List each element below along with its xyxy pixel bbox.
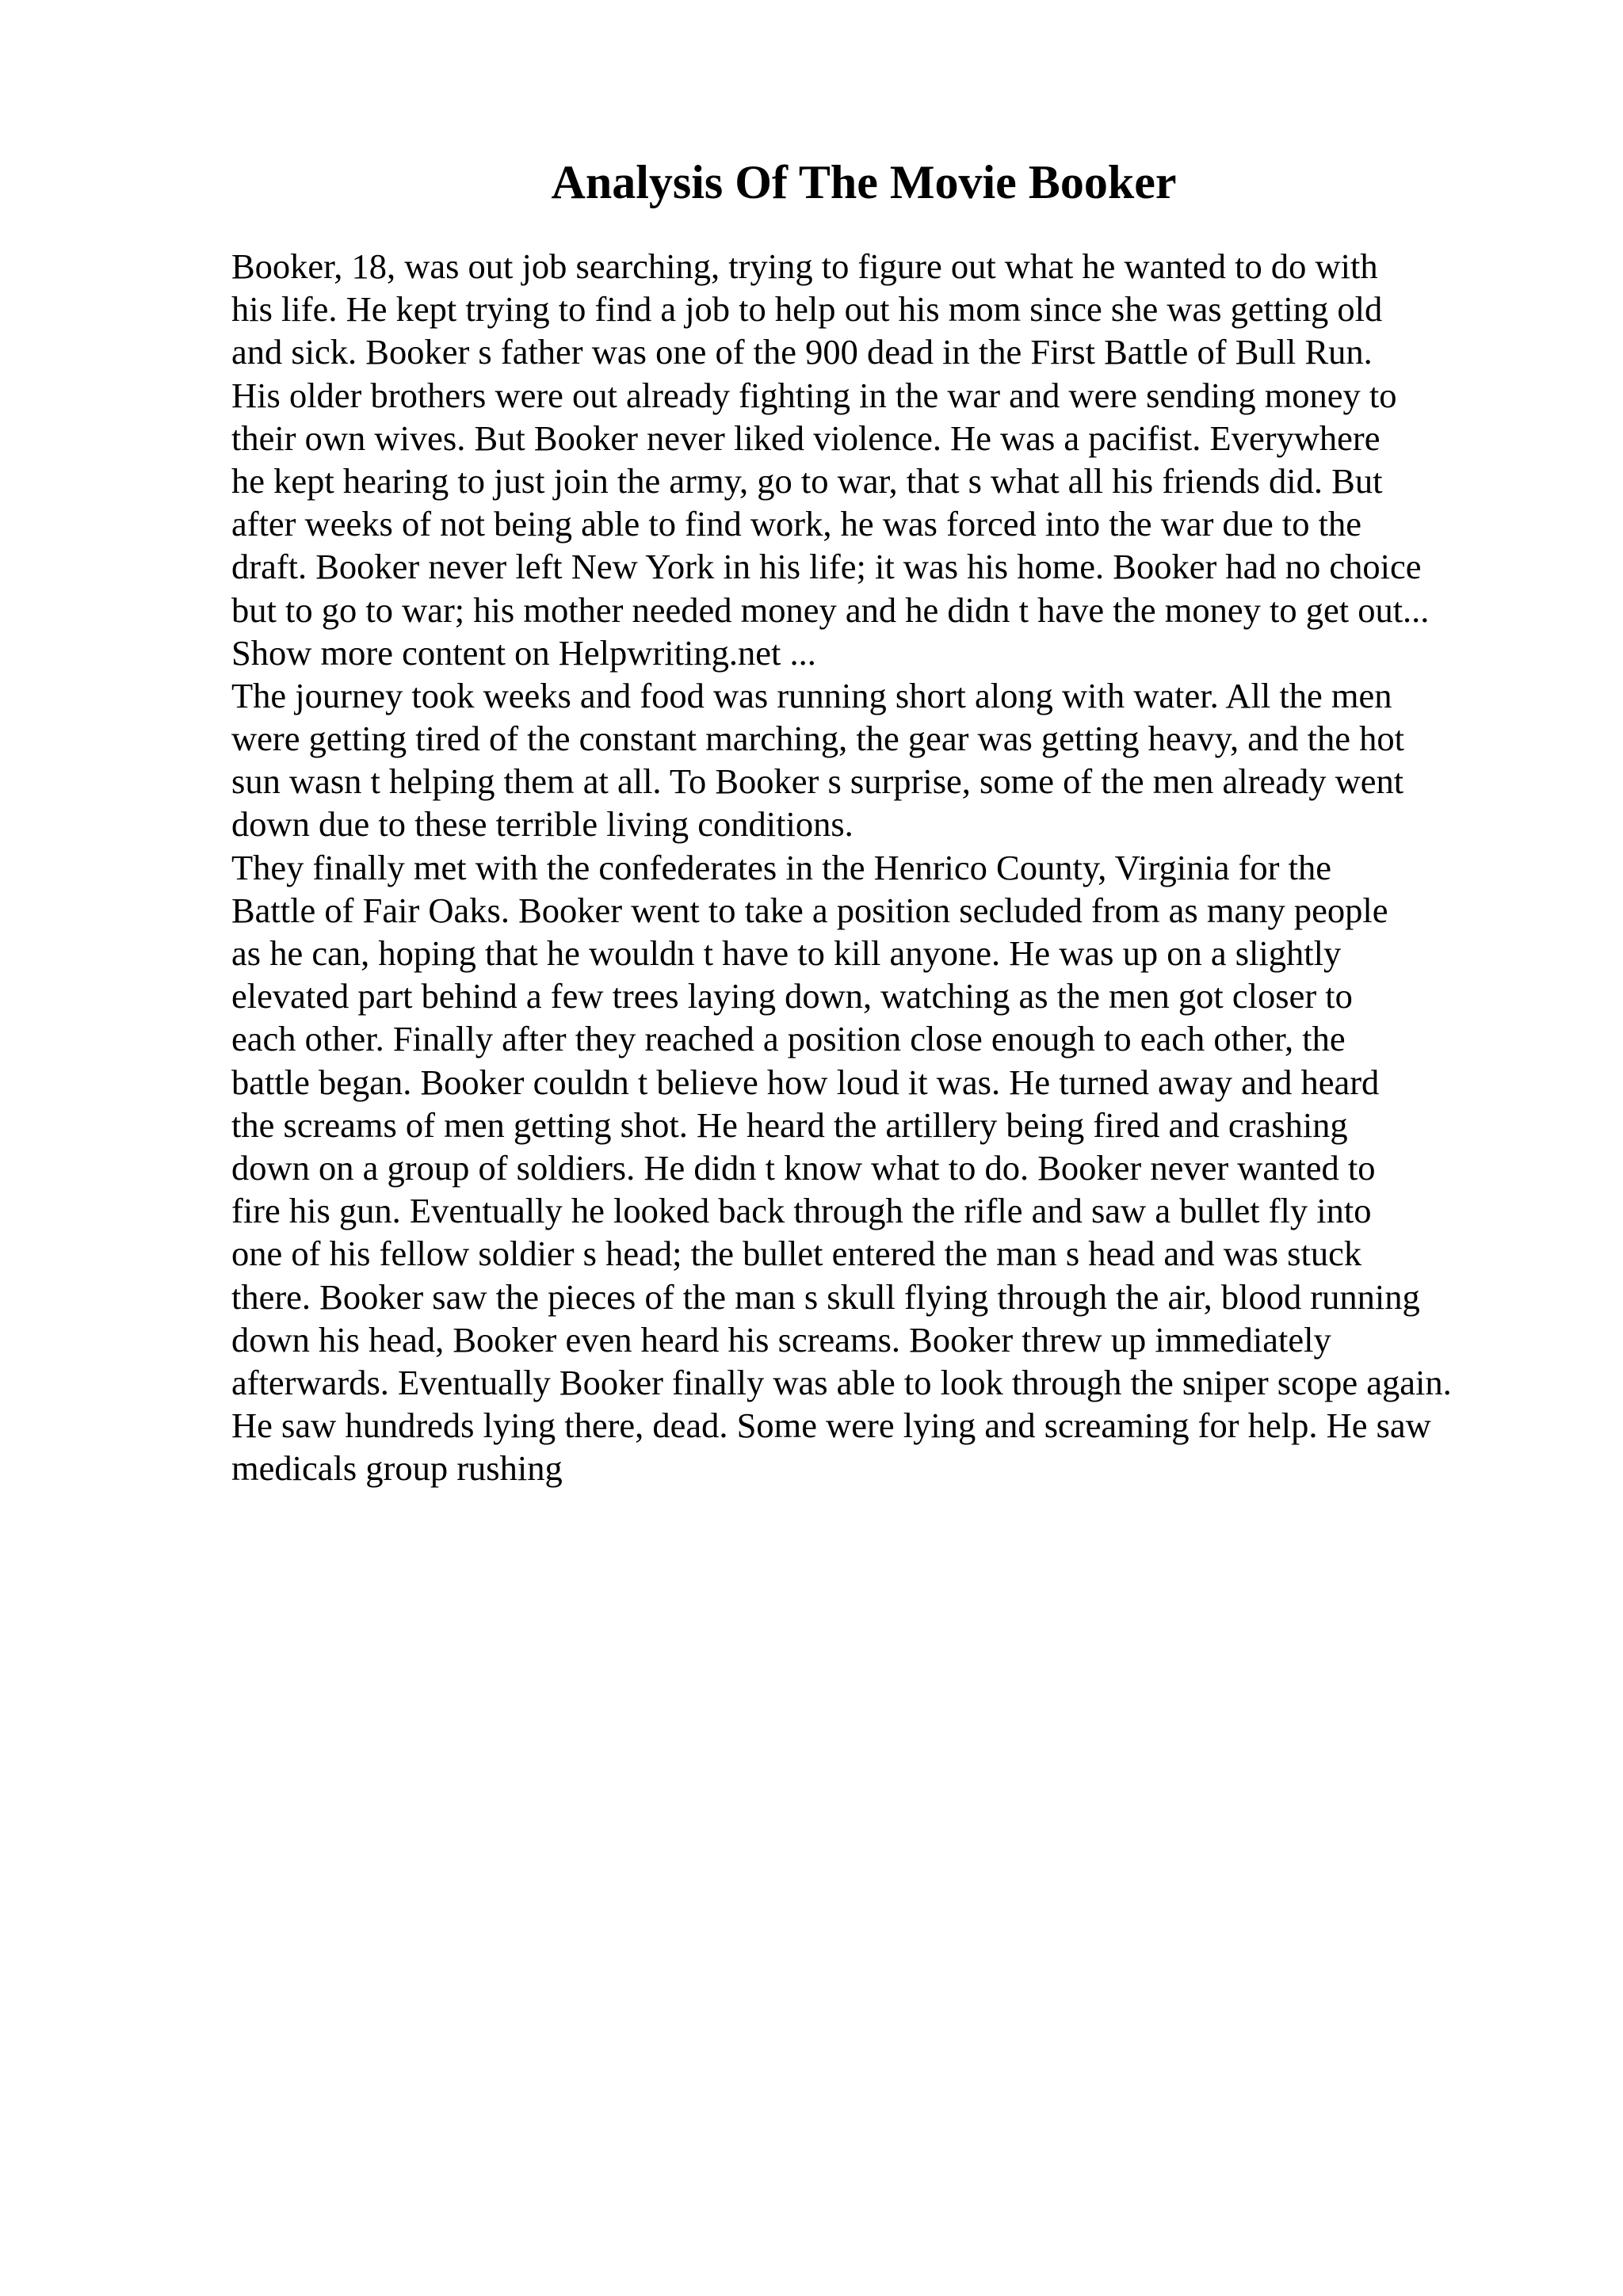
body-line: the screams of men getting shot. He heard the artillery being fired and crashing xyxy=(231,1104,1348,1145)
body-line: Battle of Fair Oaks. Booker went to take a position secluded from as many people xyxy=(231,890,1388,930)
body-line: They finally met with the confederates in the Henrico County, Virginia for the xyxy=(231,847,1331,887)
body-line: elevated part behind a few trees laying down, watching as the men got closer to xyxy=(231,976,1353,1016)
body-line: fire his gun. Eventually he looked back through the rifle and saw a bullet fly into xyxy=(231,1191,1372,1231)
document-title: Analysis Of The Movie Booker xyxy=(551,156,1177,208)
body-line: sun wasn t helping them at all. To Booker s surprise, some of the men already went xyxy=(231,761,1404,802)
body-line: as he can, hoping that he wouldn t have to kill anyone. He was up on a slightly xyxy=(231,933,1342,973)
body-line: Booker, 18, was out job searching, trying to figure out what he wanted to do with xyxy=(231,246,1378,286)
body-line: his life. He kept trying to find a job to help out his mom since she was getting old xyxy=(231,289,1383,330)
body-line: one of his fellow soldier s head; the bullet entered the man s head and was stuck xyxy=(231,1234,1362,1274)
body-line: after weeks of not being able to find work, he was forced into the war due to the xyxy=(231,504,1361,544)
body-line: he kept hearing to just join the army, go to war, that s what all his friends did. But xyxy=(231,460,1383,501)
document-body xyxy=(231,245,1594,1489)
body-line: He saw hundreds lying there, dead. Some were lying and screaming for help. He saw xyxy=(231,1405,1431,1446)
body-line: but to go to war; his mother needed money and he didn t have the money to get out... xyxy=(231,589,1430,630)
body-line: down due to these terrible living conditions. xyxy=(231,804,854,845)
body-line: afterwards. Eventually Booker finally was able to look through the sniper scope again. xyxy=(231,1362,1452,1402)
show-more-link[interactable]: Show more content on Helpwriting.net ... xyxy=(231,632,816,673)
body-line: battle began. Booker couldn t believe how loud it was. He turned away and heard xyxy=(231,1062,1380,1102)
body-line: their own wives. But Booker never liked violence. He was a pacifist. Everywhere xyxy=(231,418,1381,458)
body-line: were getting tired of the constant marching, the gear was getting heavy, and the hot xyxy=(231,719,1404,759)
body-line: His older brothers were out already fighting in the war and were sending money to xyxy=(231,375,1397,415)
body-line: medicals group rushing xyxy=(231,1448,563,1489)
body-line: draft. Booker never left New York in his life; it was his home. Booker had no choice xyxy=(231,547,1422,587)
body-line: down on a group of soldiers. He didn t know what to do. Booker never wanted to xyxy=(231,1147,1376,1188)
body-line: there. Booker saw the pieces of the man s skull flying through the air, blood running xyxy=(231,1276,1420,1317)
body-line: down his head, Booker even heard his screams. Booker threw up immediately xyxy=(231,1319,1331,1360)
body-line: each other. Finally after they reached a position close enough to each other, the xyxy=(231,1019,1346,1059)
body-line: and sick. Booker s father was one of the 900 dead in the First Battle of Bull Run. xyxy=(231,332,1373,372)
body-line: The journey took weeks and food was running short along with water. All the men xyxy=(231,675,1392,715)
